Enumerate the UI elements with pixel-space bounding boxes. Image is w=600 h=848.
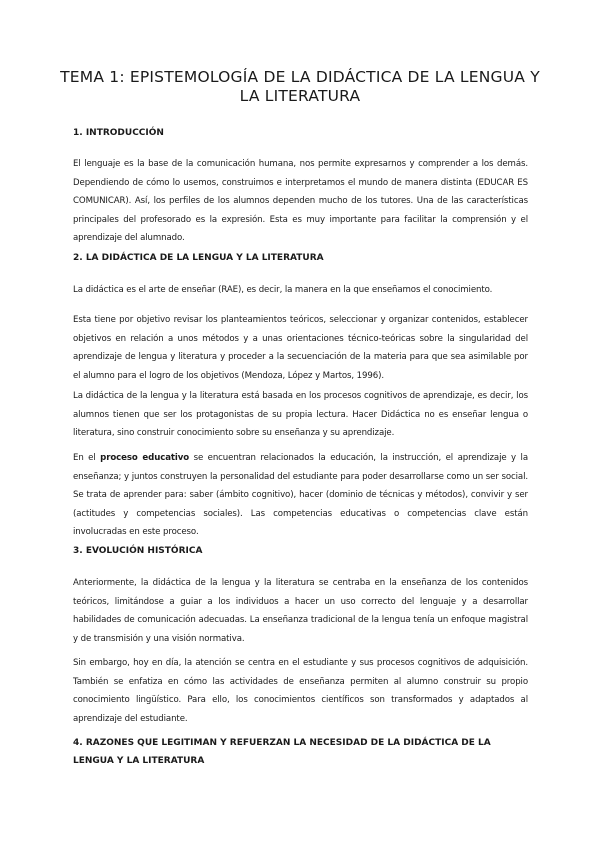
- section-heading-evolucion: 3. EVOLUCIÓN HISTÓRICA: [73, 546, 203, 556]
- paragraph-text: En el: [73, 453, 101, 463]
- paragraph-didactica-procesos: La didáctica de la lengua y la literatura está basada en los procesos cognitivos de aprendizaje, es decir, los alumnos tienen que ser los protagonistas de su propia lectura. Hacer Didáctica no es enseñar lengua o literatura, sino construir conocimiento sobre su enseñanza y su aprendizaje.: [73, 391, 528, 439]
- paragraph-text: se encuentran relacionados la educación, la instrucción, el aprendizaje y la enseñanza; y juntos construyen la personalidad del estudiante para poder desarrollarse como un ser social. Se trata de aprender para: saber (ámbito cognitivo), hacer (dominio de técnicas y métodos), convivir y ser (actitudes y competencias sociales). Las competencias educativas o competencias clave están involucradas en este proceso.: [73, 453, 528, 538]
- paragraph-evolucion-anterior: Anteriormente, la didáctica de la lengua y la literatura se centraba en la enseñanza de los contenidos teóricos, limitándose a guiar a los individuos a hacer un uso correcto del lenguaje y a desarrollar habilidades de comunicación adecuadas. La enseñanza tradicional de la lengua tenía un enfoque magistral y de transmisión y una visión normativa.: [73, 578, 528, 644]
- section-heading-introduccion: 1. INTRODUCCIÓN: [73, 128, 164, 138]
- paragraph-introduccion: El lenguaje es la base de la comunicación humana, nos permite expresarnos y comprender a los demás. Dependiendo de cómo lo usemos, construimos e interpretamos el mundo de manera distinta (EDUCAR ES COMUNICAR). Así, los perfiles de los alumnos dependen mucho de los tutores. Una de las características principales del profesorado es la expresión. Esta es muy importante para facilitar la comprensión y el aprendizaje del alumnado.: [73, 159, 528, 244]
- section-heading-didactica: 2. LA DIDÁCTICA DE LA LENGUA Y LA LITERATURA: [73, 253, 324, 263]
- paragraph-didactica-objetivo: Esta tiene por objetivo revisar los planteamientos teóricos, seleccionar y organizar contenidos, establecer objetivos en relación a unos métodos y a unas orientaciones técnico-teóricas sobre la singularidad del aprendizaje de lengua y literatura y proceder a la secuenciación de la materia para que sea asimilable por el alumno para el logro de los objetivos (Mendoza, López y Martos, 1996).: [73, 315, 528, 381]
- section-heading-razones: 4. RAZONES QUE LEGITIMAN Y REFUERZAN LA NECESIDAD DE LA DIDÁCTICA DE LA LENGUA Y LA LITERATURA: [73, 738, 491, 766]
- paragraph-didactica-definicion: La didáctica es el arte de enseñar (RAE), es decir, la manera en la que enseñamos el conocimiento.: [73, 285, 493, 295]
- paragraph-evolucion-actual: Sin embargo, hoy en día, la atención se centra en el estudiante y sus procesos cognitivos de adquisición. También se enfatiza en cómo las actividades de enseñanza permiten al alumno construir su propio conocimiento lingüístico. Para ello, los conocimientos científicos son transformados y adaptados al aprendizaje del estudiante.: [73, 658, 528, 724]
- document-title: TEMA 1: EPISTEMOLOGÍA DE LA DIDÁCTICA DE LA LENGUA Y LA LITERATURA: [60, 68, 540, 105]
- bold-term: proceso educativo: [100, 453, 190, 463]
- paragraph-proceso-educativo: [73, 449, 528, 542]
